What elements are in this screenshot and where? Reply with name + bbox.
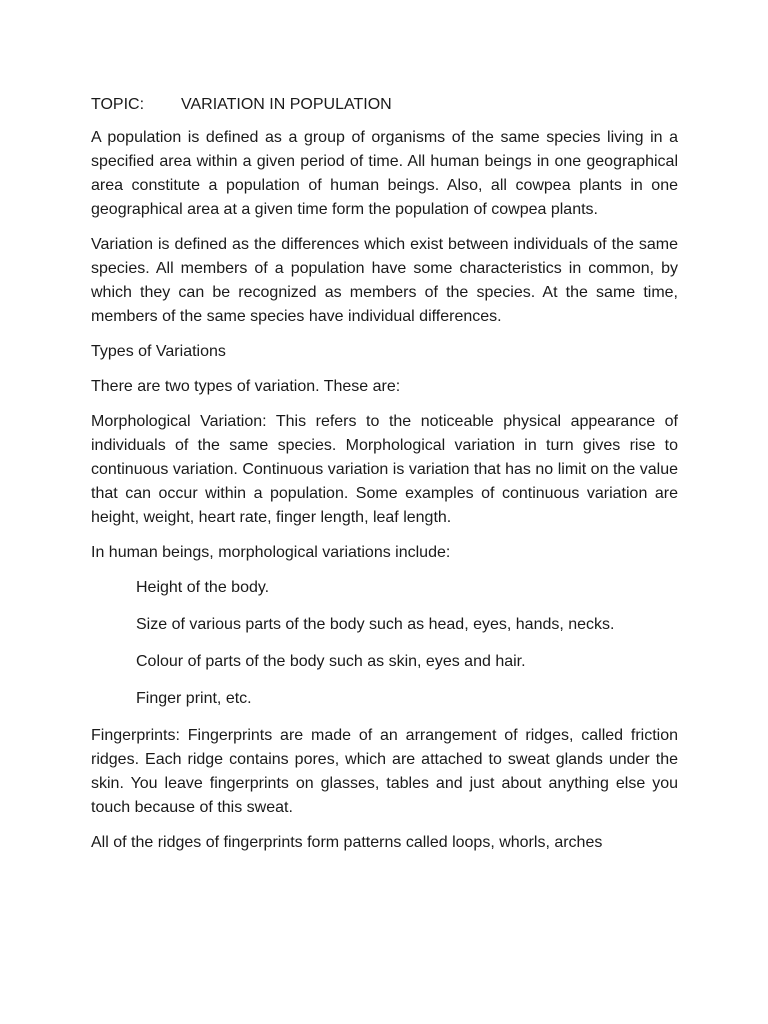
paragraph-morphological — [91, 410, 678, 530]
section-heading-types: Types of Variations — [91, 343, 226, 360]
document-page — [91, 93, 678, 866]
fingerprints-text: Fingerprints are made of an arrangement of ridges, called friction ridges. Each ridge contains pores, which are attached to sweat glands under the skin. You leave fingerprints on glasses, tables and just about anything else you touch because of this sweat. — [91, 727, 678, 816]
variation-list — [91, 576, 678, 711]
paragraph-human-beings: In human beings, morphological variations include: — [91, 544, 451, 561]
paragraph-variation: Variation is defined as the differences which exist between individuals of the same species. All members of a population have some characteristics in common, by which they can be recognized as members of the species. At the same time, members of the same species have individual differences. — [91, 236, 678, 325]
paragraph-ridges: All of the ridges of fingerprints form patterns called loops, whorls, arches — [91, 834, 603, 851]
list-item: Colour of parts of the body such as skin, eyes and hair. — [136, 653, 526, 670]
topic-line — [91, 93, 678, 117]
paragraph-fingerprints — [91, 724, 678, 820]
topic-title: VARIATION IN POPULATION — [181, 96, 392, 113]
paragraph-population: A population is defined as a group of organisms of the same species living in a specified area within a given period of time. All human beings in one geographical area constitute a population of human beings. Also, all cowpea plants in one geographical area at a given time form the population of cowpea plants. — [91, 129, 678, 218]
list-item: Size of various parts of the body such as head, eyes, hands, necks. — [136, 616, 615, 633]
morphological-text: This refers to the noticeable physical appearance of individuals of the same species. Morphological variation in turn gives rise to continuous variation. Continuous variation is variation that has no limit on the value that can occur within a population. Some examples of continuous variation are height, weight, heart rate, finger length, leaf length. — [91, 413, 679, 526]
topic-label: TOPIC: — [91, 96, 145, 113]
term-fingerprints: Fingerprints: — [91, 727, 180, 744]
paragraph-two-types: There are two types of variation. These are: — [91, 378, 401, 395]
list-item: Height of the body. — [136, 579, 270, 596]
list-item: Finger print, etc. — [136, 690, 252, 707]
term-morphological: Morphological Variation: — [91, 413, 267, 430]
